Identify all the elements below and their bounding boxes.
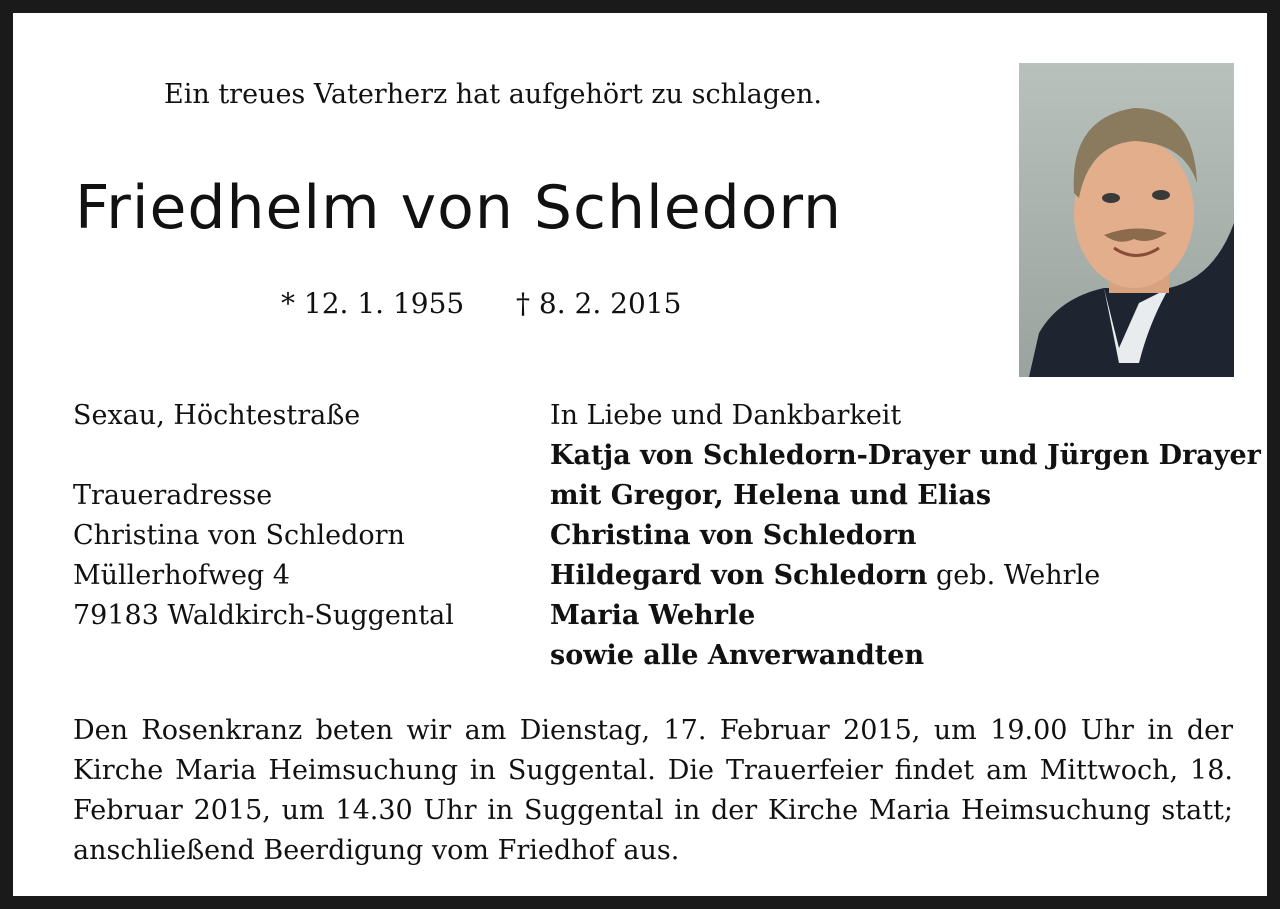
- death-date: † 8. 2. 2015: [516, 287, 682, 320]
- mourner-name: Hildegard von Schledorn: [550, 560, 928, 591]
- mourner-line: Christina von Schledorn: [550, 520, 917, 551]
- mourner-line: sowie alle Anverwandten: [550, 640, 925, 671]
- place-text: Sexau, Höchtestraße: [73, 400, 361, 431]
- address-contact: Christina von Schledorn: [73, 520, 405, 551]
- mourner-suffix: geb. Wehrle: [927, 560, 1101, 591]
- portrait-photo: [1019, 63, 1234, 377]
- motto-text: Ein treues Vaterherz hat aufgehört zu schlagen.: [164, 79, 822, 110]
- address-label: Traueradresse: [73, 480, 273, 511]
- mourners-block: [550, 396, 1261, 676]
- address-city: 79183 Waldkirch-Suggental: [73, 600, 454, 631]
- spacer: [73, 436, 454, 476]
- mourner-line: [550, 556, 1261, 596]
- service-details: Den Rosenkranz beten wir am Dienstag, 17. Februar 2015, um 19.00 Uhr in der Kirche Maria Heimsuchung in Suggental. Die Trauerfeier findet am Mittwoch, 18. Februar 2015, um 14.30 Uhr in Suggental in der Kirche Maria Heimsuchung statt; anschließend Beerdigung vom Friedhof aus.: [73, 715, 1233, 866]
- mourner-line: Maria Wehrle: [550, 600, 756, 631]
- birth-date: * 12. 1. 1955: [281, 287, 465, 320]
- mourner-line: Katja von Schledorn-Drayer und Jürgen Drayer: [550, 440, 1261, 471]
- portrait-photo-icon: [1019, 63, 1234, 377]
- address-block: [73, 396, 454, 636]
- address-street: Müllerhofweg 4: [73, 560, 290, 591]
- mourner-line: mit Gregor, Helena und Elias: [550, 480, 992, 511]
- mourners-intro: In Liebe und Dankbarkeit: [550, 400, 902, 431]
- deceased-name: Friedhelm von Schledorn: [75, 173, 843, 243]
